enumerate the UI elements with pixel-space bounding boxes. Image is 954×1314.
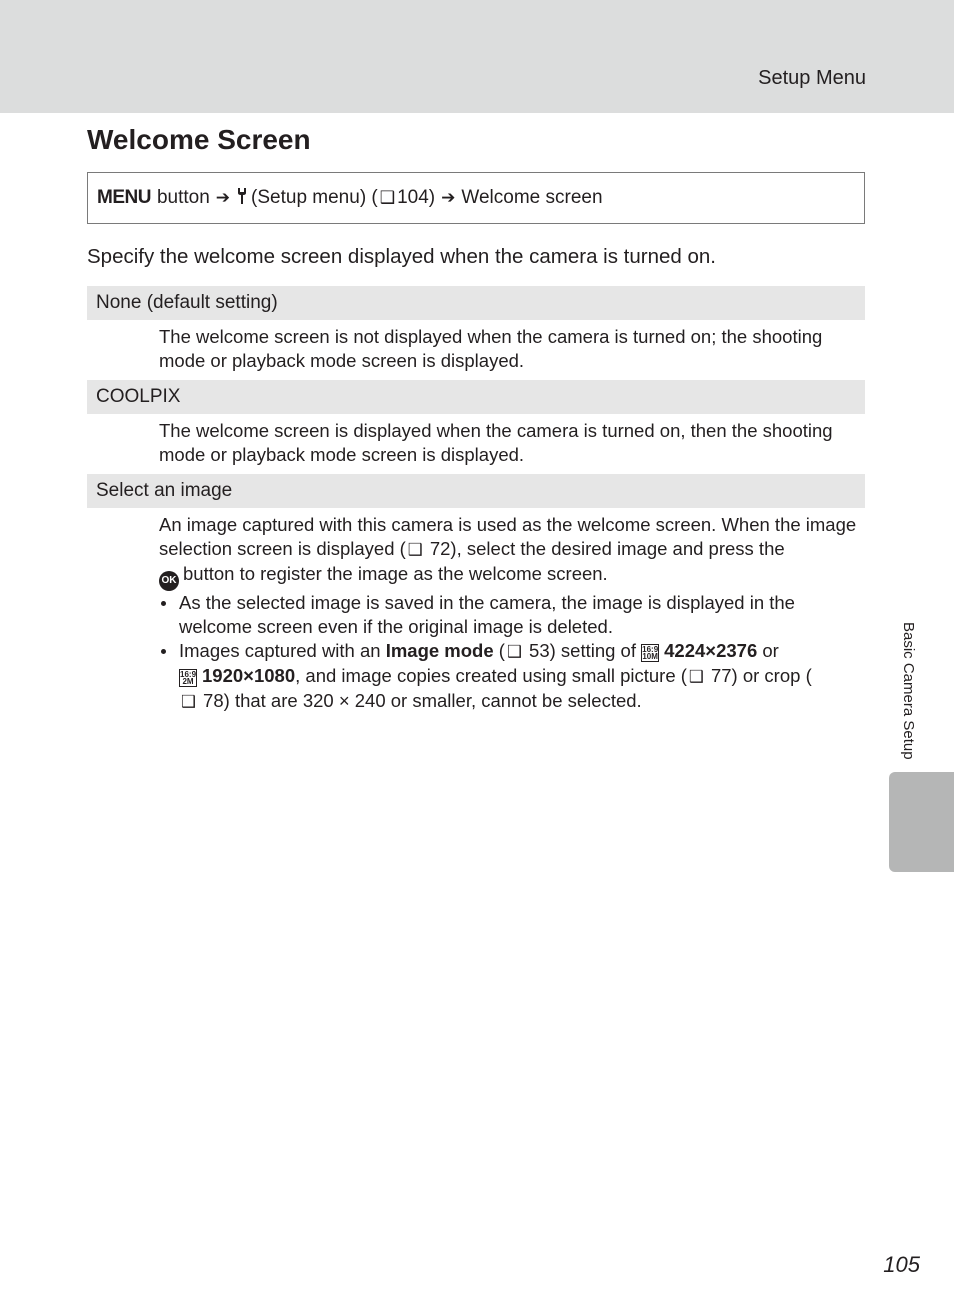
button-text: button [156,187,210,208]
text-run: button to register the image as the welcome screen. [183,563,608,584]
text-run: or [757,640,779,661]
side-tab-label: Basic Camera Setup [900,622,917,760]
option-heading-coolpix: COOLPIX [87,380,865,414]
list-item [159,639,859,714]
intro-paragraph: Specify the welcome screen displayed when the camera is turned on. [87,245,717,268]
option-heading-none: None (default setting) [87,286,865,320]
image-mode-16x9-10m-icon: 16:9 10M [642,645,659,661]
destination-text: Welcome screen [461,187,603,208]
arrow-right-icon: ➔ [441,188,456,207]
list-item: As the selected image is saved in the camera, the image is displayed in the welcome screen even if the original image is deleted. [159,591,859,639]
book-icon: ❑ [506,642,522,661]
option-description-select-image [159,513,859,714]
image-mode-label: Image mode [385,640,494,661]
text-run: 77) or crop ( [705,665,812,686]
resolution-value: 4224×2376 [664,640,758,661]
page-title: Welcome Screen [87,124,311,155]
description-text [159,513,859,591]
header-band [0,0,954,113]
menu-path-box [87,172,865,224]
book-icon: ❑ [407,540,423,559]
image-mode-16x9-2m-icon: 16:9 2M [180,670,197,686]
arrow-right-icon: ➔ [215,188,231,207]
book-icon: ❑ [379,188,396,207]
resolution-value: 1920×1080 [202,665,296,686]
book-icon: ❑ [181,692,196,711]
text-run: 72), select the desired image and press the [424,538,785,559]
option-description-none [159,325,859,373]
description-text: The welcome screen is not displayed when the camera is turned on; the shooting mode or playback mode screen is displayed. [159,326,823,371]
text-run: An image captured with this camera is used as the welcome screen. When the image selection screen is displayed ( [159,514,857,559]
option-description-coolpix [159,419,859,467]
setup-menu-text: (Setup menu) ( [251,187,378,208]
text-run: ( [493,640,505,661]
ok-button-icon: OK [159,571,179,591]
page-reference: 104) [397,187,436,208]
page-number: 105 [883,1252,920,1277]
text-run: 53) setting of [523,640,642,661]
description-text: The welcome screen is displayed when the camera is turned on, then the shooting mode or playback mode screen is displayed. [159,420,833,465]
text-run: 78) that are 320 × 240 or smaller, cannot be selected. [197,690,642,711]
option-heading-select-image: Select an image [87,474,865,508]
section-title: Setup Menu [758,67,866,89]
chapter-tab [889,772,954,872]
book-icon: ❑ [688,667,704,686]
menu-button-icon: MENU [97,187,151,208]
notes-list [159,591,859,714]
text-run: , and image copies created using small picture ( [295,665,687,686]
text-run: Images captured with an [179,640,386,661]
wrench-icon [236,187,248,210]
